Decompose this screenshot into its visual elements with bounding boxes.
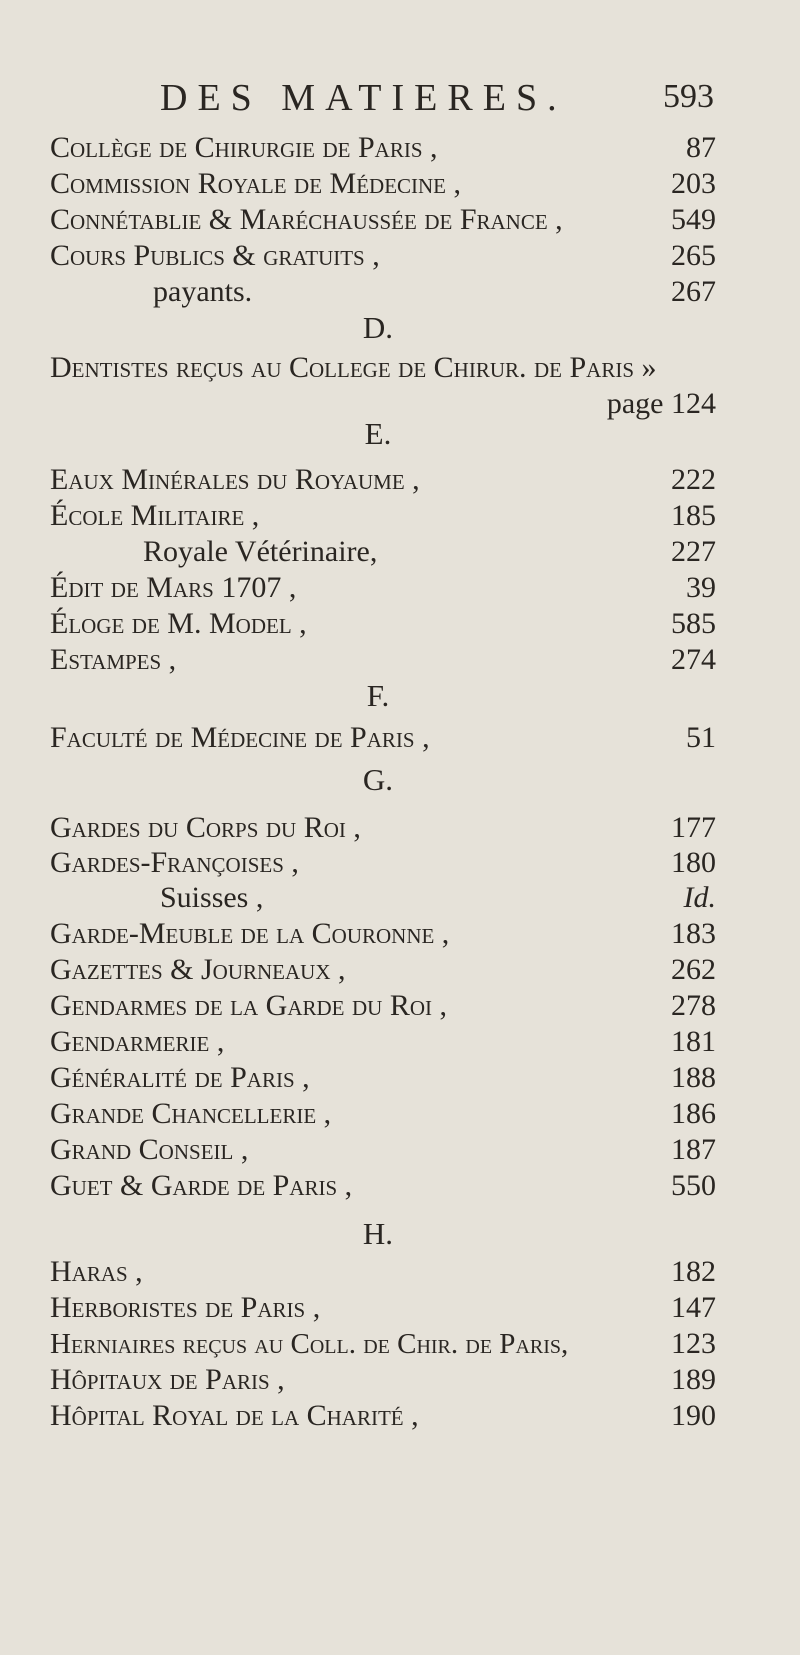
entry-label: Faculté de Médecine de Paris , bbox=[50, 721, 430, 754]
index-entry bbox=[50, 1254, 716, 1290]
index-entry bbox=[50, 1168, 716, 1204]
entry-page: 123 bbox=[671, 1327, 716, 1360]
entry-page: 265 bbox=[671, 239, 716, 272]
entry-label: Estampes , bbox=[50, 643, 177, 676]
entry-page: 203 bbox=[671, 167, 716, 200]
entry-label: Généralité de Paris , bbox=[50, 1061, 310, 1094]
index-entry bbox=[50, 1060, 716, 1096]
entry-page: 550 bbox=[671, 1169, 716, 1202]
entry-page: 87 bbox=[686, 131, 716, 164]
entry-page: 180 bbox=[671, 846, 716, 879]
entry-page: 227 bbox=[671, 535, 716, 568]
index-entry bbox=[50, 274, 716, 310]
entry-label: Connétablie & Maréchaussée de France , bbox=[50, 203, 563, 236]
page-number: 593 bbox=[663, 78, 714, 115]
index-entry bbox=[50, 720, 716, 756]
entry-label: École Militaire , bbox=[50, 499, 260, 532]
entry-page: 39 bbox=[686, 571, 716, 604]
entry-label: Guet & Garde de Paris , bbox=[50, 1169, 353, 1202]
index-entry bbox=[50, 916, 716, 952]
entry-page: 188 bbox=[671, 1061, 716, 1094]
entry-label: Suisses , bbox=[160, 881, 264, 914]
entry-label: Gendarmerie , bbox=[50, 1025, 225, 1058]
entry-page: 274 bbox=[671, 643, 716, 676]
index-entry bbox=[50, 1024, 716, 1060]
entry-page: 51 bbox=[686, 721, 716, 754]
entry-page: 186 bbox=[671, 1097, 716, 1130]
entry-label: Hôpitaux de Paris , bbox=[50, 1363, 285, 1396]
entry-label: Royale Vétérinaire, bbox=[143, 535, 378, 568]
section-letter-e: E. bbox=[364, 416, 392, 451]
index-entry bbox=[50, 462, 716, 498]
index-entry bbox=[50, 166, 716, 202]
entry-label: Eaux Minérales du Royaume , bbox=[50, 463, 420, 496]
entry-label: payants. bbox=[153, 275, 253, 308]
entry-page: 183 bbox=[671, 917, 716, 950]
entry-label: Cours Publics & gratuits , bbox=[50, 239, 380, 272]
index-entry bbox=[50, 534, 716, 570]
entry-label: Gardes du Corps du Roi , bbox=[50, 811, 361, 844]
entry-label: Grande Chancellerie , bbox=[50, 1097, 332, 1130]
index-entry bbox=[50, 845, 716, 881]
entry-label: Gardes-Françoises , bbox=[50, 846, 299, 879]
index-entry bbox=[50, 988, 716, 1024]
index-entry bbox=[50, 810, 716, 846]
entry-label: Commission Royale de Médecine , bbox=[50, 167, 462, 200]
entry-label: Dentistes reçus au College de Chirur. de Paris » bbox=[50, 351, 657, 384]
entry-label: Herboristes de Paris , bbox=[50, 1291, 321, 1324]
entry-page: 147 bbox=[671, 1291, 716, 1324]
entry-label: Hôpital Royal de la Charité , bbox=[50, 1399, 419, 1432]
entry-label: Collège de Chirurgie de Paris , bbox=[50, 131, 438, 164]
entry-page: Id. bbox=[683, 881, 716, 914]
index-entry bbox=[50, 1096, 716, 1132]
index-entry bbox=[50, 1398, 716, 1434]
entry-page: 181 bbox=[671, 1025, 716, 1058]
entry-label: Gazettes & Journeaux , bbox=[50, 953, 346, 986]
entry-page: 549 bbox=[671, 203, 716, 236]
section-letter-g: G. bbox=[362, 762, 394, 797]
entry-page: 267 bbox=[671, 275, 716, 308]
entry-label: Grand Conseil , bbox=[50, 1133, 249, 1166]
index-entry bbox=[50, 880, 716, 916]
entry-page: 585 bbox=[671, 607, 716, 640]
entry-page: 278 bbox=[671, 989, 716, 1022]
entry-label: Herniaires reçus au Coll. de Chir. de Paris, bbox=[50, 1328, 569, 1360]
entry-page: 177 bbox=[671, 811, 716, 844]
entry-page: 190 bbox=[671, 1399, 716, 1432]
entry-label: Gendarmes de la Garde du Roi , bbox=[50, 989, 447, 1022]
entry-page: 182 bbox=[671, 1255, 716, 1288]
section-letter-h: H. bbox=[362, 1216, 394, 1251]
index-entry bbox=[50, 606, 716, 642]
index-entry bbox=[50, 952, 716, 988]
index-entry bbox=[50, 202, 716, 238]
entry-label: Éloge de M. Model , bbox=[50, 607, 307, 640]
entry-page: 222 bbox=[671, 463, 716, 496]
section-letter-f: F. bbox=[366, 678, 390, 713]
index-entry bbox=[50, 570, 716, 606]
entry-page: 262 bbox=[671, 953, 716, 986]
entry-label: Garde-Meuble de la Couronne , bbox=[50, 917, 450, 950]
index-entry bbox=[50, 1132, 716, 1168]
entry-label: Haras , bbox=[50, 1255, 143, 1288]
index-entry bbox=[50, 498, 716, 534]
running-title: DES MATIERES. bbox=[160, 77, 567, 119]
entry-page: page 124 bbox=[606, 387, 716, 420]
section-letter-d: D. bbox=[362, 310, 394, 345]
page-header bbox=[0, 76, 800, 124]
index-entry bbox=[50, 1290, 716, 1326]
index-entry bbox=[50, 130, 716, 166]
index-entry bbox=[50, 642, 716, 678]
entry-label: Édit de Mars 1707 , bbox=[50, 571, 297, 604]
index-entry bbox=[50, 350, 716, 386]
entry-page: 185 bbox=[671, 499, 716, 532]
entry-page: 189 bbox=[671, 1363, 716, 1396]
index-entry bbox=[50, 1362, 716, 1398]
index-entry bbox=[50, 1326, 716, 1362]
entry-page: 187 bbox=[671, 1133, 716, 1166]
index-entry bbox=[50, 238, 716, 274]
